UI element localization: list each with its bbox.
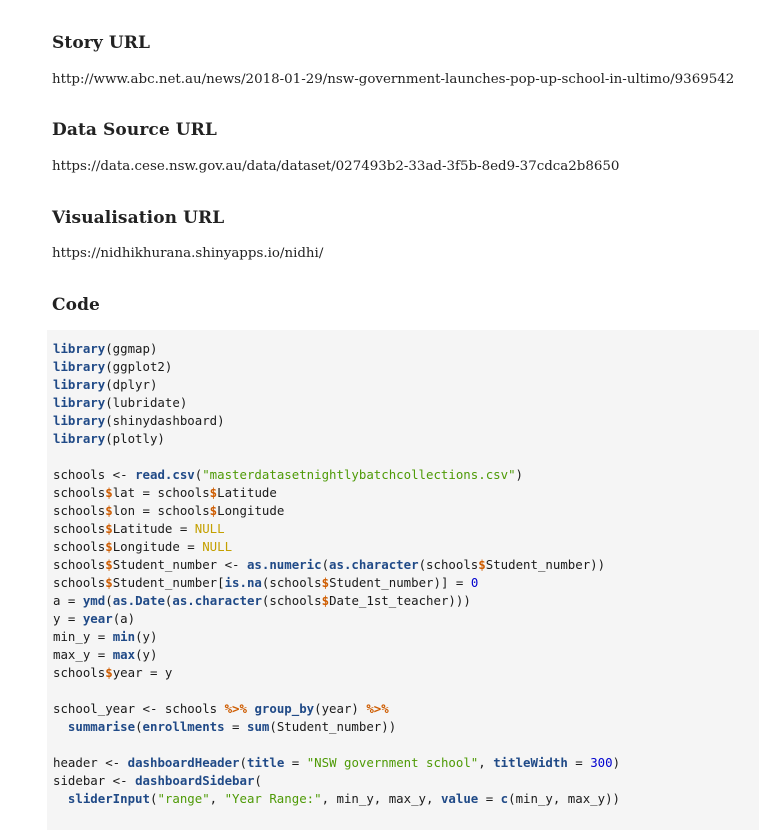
- code-token: sidebar <-: [53, 773, 136, 788]
- code-token: (: [321, 557, 330, 572]
- code-token: ,: [209, 791, 225, 806]
- visualisation-url-text: https://nidhikhurana.shinyapps.io/nidhi/: [52, 246, 324, 261]
- code-token: $: [478, 557, 486, 572]
- story-url-text: http://www.abc.net.au/news/2018-01-29/nsw-government-launches-pop-up-school-in-ultimo/9369542: [52, 72, 735, 87]
- code-token: as.character: [172, 593, 262, 608]
- code-token: schools: [53, 665, 106, 680]
- code-token: Latitude: [217, 485, 277, 500]
- code-token: as.Date: [112, 593, 165, 608]
- code-token: library: [53, 395, 106, 410]
- code-token: $: [209, 485, 218, 500]
- code-token: Longitude: [217, 503, 285, 518]
- code-token: (plotly): [105, 431, 165, 446]
- code-token: library: [53, 431, 106, 446]
- code-token: $: [105, 575, 113, 590]
- code-token: Latitude =: [112, 521, 195, 536]
- code-line: [53, 484, 759, 502]
- code-line: [53, 646, 759, 664]
- code-token: (: [164, 593, 173, 608]
- code-token: , min_y, max_y,: [321, 791, 441, 806]
- code-line: [53, 610, 759, 628]
- code-token: Longitude =: [112, 539, 203, 554]
- code-token: =: [224, 719, 247, 734]
- code-token: $: [105, 557, 113, 572]
- code-token: (: [135, 719, 143, 734]
- code-line: [53, 412, 759, 430]
- code-token: =: [567, 755, 591, 770]
- code-line: [53, 574, 759, 592]
- code-token: Student_number <-: [112, 557, 247, 572]
- code-line: [53, 394, 759, 412]
- code-token: [53, 719, 68, 734]
- code-token: %>%: [224, 701, 247, 716]
- code-token: (: [194, 467, 203, 482]
- code-token: ,: [478, 755, 494, 770]
- code-token: (Student_number)): [269, 719, 397, 734]
- code-line: [53, 718, 759, 736]
- code-token: header <-: [53, 755, 128, 770]
- code-line: [53, 628, 759, 646]
- code-token: lon = schools: [112, 503, 210, 518]
- code-token: $: [105, 503, 113, 518]
- code-token: ): [515, 467, 523, 482]
- code-token: schools: [53, 539, 106, 554]
- code-token: (year): [314, 701, 367, 716]
- code-token: (dplyr): [105, 377, 158, 392]
- code-token: "range": [157, 791, 210, 806]
- code-token: summarise: [67, 719, 136, 734]
- code-line: [53, 430, 759, 448]
- code-token: NULL: [194, 521, 225, 536]
- code-token: title: [246, 755, 285, 770]
- code-token: (shinydashboard): [105, 413, 225, 428]
- code-line: [53, 682, 759, 700]
- code-token: Student_number[: [112, 575, 225, 590]
- code-token: enrollments: [142, 719, 225, 734]
- code-token: %>%: [366, 701, 389, 716]
- code-token: $: [321, 575, 330, 590]
- code-token: library: [53, 413, 106, 428]
- code-line: [53, 736, 759, 754]
- code-token: "NSW government school": [306, 755, 479, 770]
- code-token: min_y =: [53, 629, 113, 644]
- code-token: c: [500, 791, 509, 806]
- code-token: is.na: [224, 575, 262, 590]
- code-token: (min_y, max_y)): [508, 791, 621, 806]
- code-token: sum: [246, 719, 270, 734]
- code-token: schools: [53, 575, 106, 590]
- code-token: (: [105, 593, 113, 608]
- code-token: as.numeric: [246, 557, 322, 572]
- data-source-url-text: https://data.cese.nsw.gov.au/data/dataset/027493b2-33ad-3f5b-8ed9-37cdca2b8650: [52, 159, 620, 174]
- code-token: $: [209, 503, 218, 518]
- code-line: [53, 340, 759, 358]
- code-token: $: [321, 593, 330, 608]
- code-token: max: [112, 647, 136, 662]
- code-token: dashboardHeader: [127, 755, 240, 770]
- code-token: (lubridate): [105, 395, 188, 410]
- code-token: year: [82, 611, 113, 626]
- code-token: NULL: [202, 539, 233, 554]
- code-token: 0: [470, 575, 479, 590]
- code-line: [53, 664, 759, 682]
- code-token: as.character: [329, 557, 419, 572]
- code-line: [53, 556, 759, 574]
- code-token: 300: [590, 755, 613, 770]
- code-token: dashboardSidebar: [135, 773, 255, 788]
- visualisation-url-heading: Visualisation URL: [52, 208, 225, 228]
- code-token: titleWidth: [493, 755, 568, 770]
- code-token: Student_number)] =: [329, 575, 471, 590]
- code-token: $: [105, 485, 113, 500]
- code-token: "Year Range:": [224, 791, 322, 806]
- code-token: schools: [53, 503, 106, 518]
- code-line: [53, 700, 759, 718]
- code-token: $: [105, 521, 113, 536]
- code-token: max_y =: [53, 647, 113, 662]
- code-token: (schools: [418, 557, 479, 572]
- code-token: (y): [135, 629, 158, 644]
- code-token: value: [440, 791, 479, 806]
- code-token: (a): [112, 611, 136, 626]
- code-token: sliderInput: [67, 791, 150, 806]
- code-line: [53, 592, 759, 610]
- code-line: [53, 502, 759, 520]
- code-token: Date_1st_teacher))): [329, 593, 471, 608]
- code-token: library: [53, 377, 106, 392]
- code-token: school_year <- schools: [53, 701, 225, 716]
- code-token: y =: [53, 611, 83, 626]
- code-token: [53, 791, 68, 806]
- code-token: (schools: [261, 593, 322, 608]
- code-line: [53, 466, 759, 484]
- code-token: schools: [53, 557, 106, 572]
- code-line: [53, 772, 759, 790]
- code-line: [53, 538, 759, 556]
- code-token: (y): [135, 647, 158, 662]
- code-token: (ggmap): [105, 341, 158, 356]
- code-token: ): [612, 755, 621, 770]
- data-source-url-heading: Data Source URL: [52, 120, 217, 140]
- code-heading: Code: [52, 295, 100, 315]
- code-token: schools: [53, 521, 106, 536]
- code-line: [53, 520, 759, 538]
- code-line: [53, 790, 759, 808]
- code-token: =: [284, 755, 307, 770]
- code-token: $: [105, 665, 113, 680]
- code-token: (: [149, 791, 158, 806]
- code-line: [53, 448, 759, 466]
- code-token: ymd: [82, 593, 106, 608]
- code-token: min: [112, 629, 136, 644]
- code-token: $: [105, 539, 113, 554]
- code-token: schools: [53, 485, 106, 500]
- code-token: (: [254, 773, 262, 788]
- code-token: (schools: [261, 575, 322, 590]
- code-token: =: [478, 791, 501, 806]
- code-block: [47, 330, 759, 830]
- code-token: lat = schools: [112, 485, 210, 500]
- code-token: library: [53, 359, 106, 374]
- code-token: library: [53, 341, 106, 356]
- code-line: [53, 754, 759, 772]
- code-token: schools <-: [53, 467, 136, 482]
- code-token: read.csv: [135, 467, 195, 482]
- code-token: group_by: [254, 701, 315, 716]
- code-token: a =: [53, 593, 83, 608]
- code-token: "masterdatasetnightlybatchcollections.csv": [202, 467, 516, 482]
- story-url-heading: Story URL: [52, 33, 151, 53]
- code-token: (ggplot2): [105, 359, 173, 374]
- code-line: [53, 376, 759, 394]
- code-token: Student_number)): [485, 557, 606, 572]
- code-token: year = y: [112, 665, 173, 680]
- code-line: [53, 358, 759, 376]
- code-token: (: [239, 755, 247, 770]
